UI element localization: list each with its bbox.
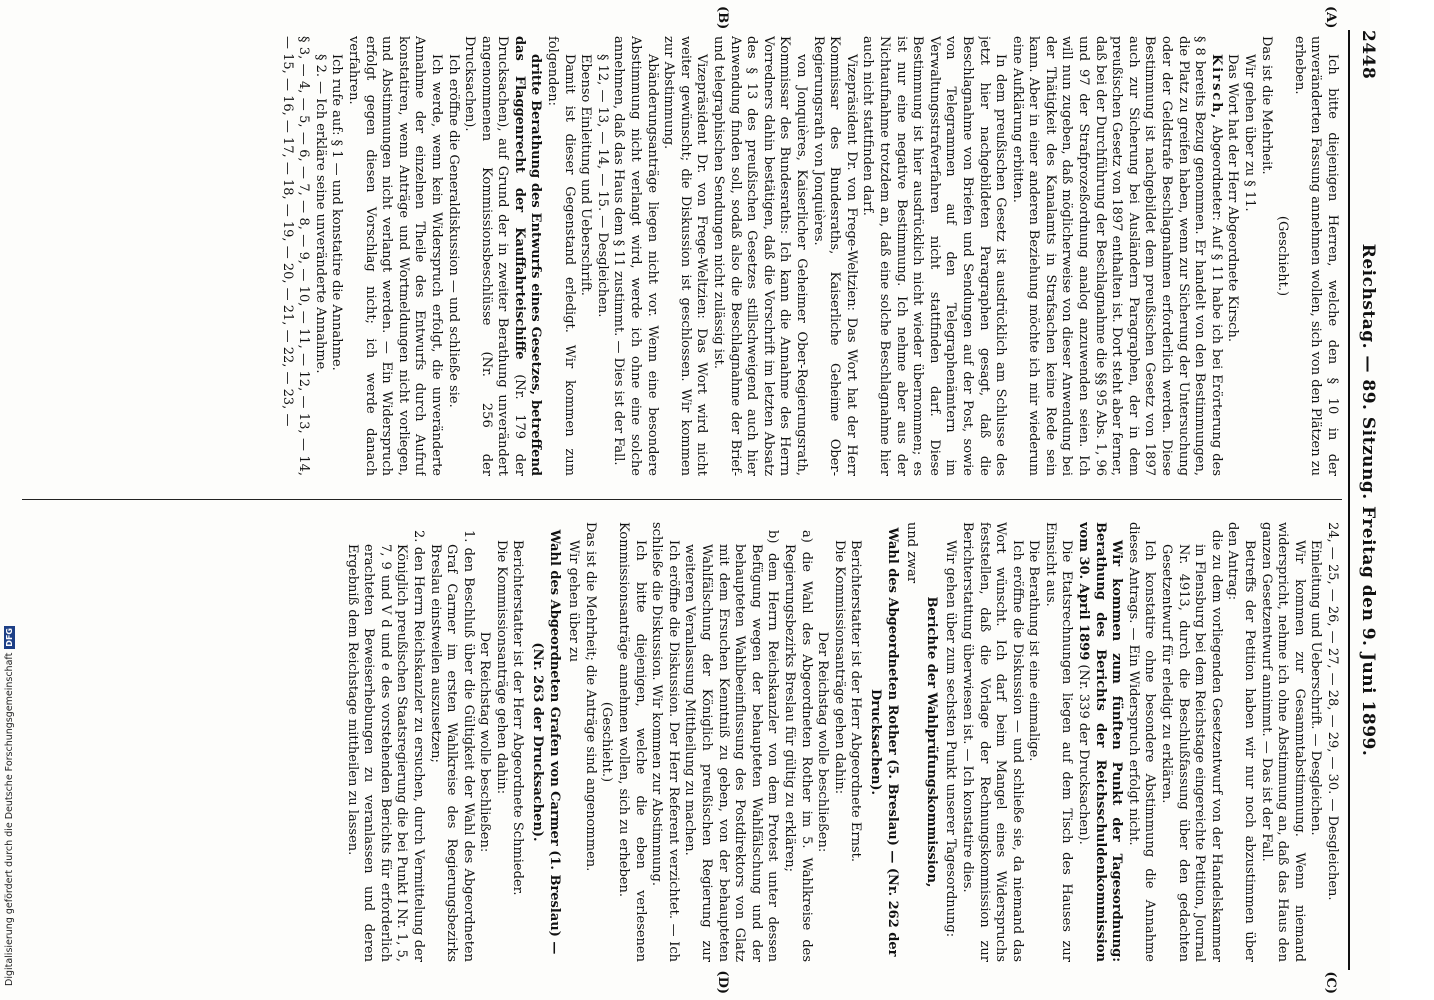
paragraph: Vizepräsident Dr. von Frege-Weltzien: Das Wort wird nicht weiter gewünscht; die Diskussion ist geschlossen. Wir kommen zur Abstimmung. xyxy=(661,36,710,476)
motion-item: 1. den Beschluß über die Gültigkeit der Wahl des Abgeordneten Graf Carmer im ersten Wahlkreise des Regierungsbezirks Breslau einstweilen auszusetzen; xyxy=(427,530,476,962)
paragraph: Wir gehen über zu xyxy=(566,540,582,663)
paragraph: Die Kommissionsanträge gehen dahin: xyxy=(493,540,509,795)
agenda-title: Wir kommen zum fünften Punkt der Tagesordnung: Berathung des Berichts der Reichsschuldenkommission vom 30. April 1899 xyxy=(1076,522,1125,962)
running-head: Reichstag. — 89. Sitzung. Freitag den 9. Juni 1899. xyxy=(1358,243,1378,757)
funding-text: Digitalisierung gefördert durch die Deutsche Forschungsgemeinschaft xyxy=(3,652,15,986)
motion-item: a) die Wahl des Abgeordneten Rother im 5. Wahlkreise des Regierungsbezirks Breslau für gültig zu erklären; xyxy=(782,530,814,962)
paragraph: Damit ist dieser Gegenstand erledigt. Wir kommen zum folgenden: xyxy=(545,36,577,476)
paragraph: Abänderungsanträge liegen nicht vor. Wenn eine besondere Abstimmung nicht verlangt wird, werde ich ohne eine solche annehmen, daß das Haus dem § 11 zustimmt. — Dies ist der Fall. xyxy=(611,36,660,476)
paragraph: Wir kommen zur Gesammtabstimmung. Wenn niemand widerspricht, nehme ich ohne Abstimmung an, daß das Haus den ganzen Gesetzentwurf annimmt. — Das ist der Fall. xyxy=(1258,522,1307,962)
funding-notice xyxy=(2,610,16,986)
paragraph: Ich bitte diejenigen Herren, welche den § 10 in der unveränderten Fassung annehmen wollen, sich von den Plätzen zu erheben. xyxy=(1291,36,1340,476)
paragraph: Das Wort hat der Herr Abgeordnete Kirsch. xyxy=(1225,54,1241,343)
paragraph: Ich rufe auf: § 1 — und konstatire die Annahme. xyxy=(329,54,345,371)
margin-marker-c: (C) xyxy=(1323,971,1338,994)
stage-direction: (Geschieht.) xyxy=(1275,215,1291,297)
dfg-logo: DFG xyxy=(4,628,14,647)
paragraph: In dem preußischen Gesetz ist ausdrücklich am Schlusse des jetzt hier nachgebildeten Paragraphen gesagt, daß die Beschlagnahme von Briefen und Sendungen auf der Post, sowie von Telegrammen auf den Telegraphenämtern im Verwaltungsstrafverfahren nicht stattfinden darf. Diese Bestimmung ist hier ausdrücklich nicht wieder übernommen; es ist nur eine negative Bestimmung. Ich nehme aber aus der Nichtaufnahme trotzdem an, daß eine solche Beschlagnahme hier auch nicht stattfinden darf. xyxy=(860,36,1009,476)
paragraph: Das ist die Mehrheit; die Anträge sind angenommen. xyxy=(582,522,598,872)
paragraph: Berichterstatter ist der Herr Abgeordnete Ernst. xyxy=(848,540,864,862)
right-column xyxy=(22,522,1340,962)
paragraph: Einleitung und Ueberschrift. — Desgleichen. xyxy=(1308,540,1324,836)
paragraph: § 12, — 13, — 14, — 15. — Desgleichen. xyxy=(594,54,610,318)
paragraph: Der Reichstag wolle beschließen: xyxy=(815,631,831,853)
paragraph: Berichterstatter ist der Herr Abgeordnete Schmieder. xyxy=(510,540,526,896)
column-rule xyxy=(22,499,1342,500)
paragraph: Wir gehen über zu § 11. xyxy=(1242,54,1258,212)
subsection-heading: Wahl des Abgeordneten Grafen von Carmer (1. Breslau) — (Nr. 263 der Drucksachen). xyxy=(530,529,562,955)
paragraph: Ich eröffne die Diskussion — und schließe sie, da niemand das Wort wünscht. Ich darf beim Mangel eines Widerspruchs feststellen, daß die Vorlage der Rechnungskommission zur Berichterstattung überwiesen ist. — Ich konstatire dies. xyxy=(959,522,1025,962)
margin-marker-b: (B) xyxy=(715,6,730,30)
speech xyxy=(1008,36,1224,476)
agenda-detail: (Nr. 339 der Drucksachen). xyxy=(1076,664,1092,845)
margin-marker-d: (D) xyxy=(715,970,730,994)
paragraph: und zwar xyxy=(904,522,920,584)
speaker-name: Kirsch, xyxy=(1208,54,1224,121)
paragraph: Ich eröffne die Generaldiskussion — und schließe sie. xyxy=(445,54,461,408)
motion-item: 2. den Herrn Reichskanzler zu ersuchen, durch Vermittelung der Königlich preußischen Staatsregierung die bei Punkt I Nr. 1, 5, 7, 9 und V d und e des vorstehenden Berichts für erforderlich erachteten Beweiserhebungen zu veranlassen und deren Ergebniß dem Reichstage mittheilen zu lassen. xyxy=(344,530,426,962)
paragraph: Ich konstatire ohne besondere Abstimmung die Annahme dieses Antrags. — Ein Widerspruch erfolgt nicht. xyxy=(1125,522,1158,962)
left-column xyxy=(22,36,1340,476)
paragraph: § 2. — Ich erkläre seine unveränderte Annahme. xyxy=(312,54,328,374)
paragraph: Betreffs der Petition haben wir nur noch abzustimmen über den Antrag: xyxy=(1225,522,1258,962)
paragraph: Ich werde, wenn kein Widerspruch erfolgt, die unveränderte Annahme der einzelnen Theile des Entwurfs durch Aufruf konstatiren, wenn Anträge und Wortmeldungen nicht vorliegen, und Abstimmungen nicht verlangt werden. — Ein Widerspruch erfolgt gegen diesen Vorschlag nicht; ich werde danach verfahren. xyxy=(345,36,444,476)
agenda-item xyxy=(1075,522,1125,962)
stage-direction: (Geschieht.) xyxy=(599,701,615,783)
paragraph: Vizepräsident Dr. von Frege-Weltzien: Das Wort hat der Herr Kommissar des Bundesraths, Kaiserliche Geheime Ober-Regierungsrath von Jonquières. xyxy=(810,36,859,476)
paragraph: von Jonquières, Kaiserlicher Geheimer Ober-Regierungsrath, Kommissar des Bundesraths: Ich kann die Annahme des Herrn Vorredners dahin bestätigen, daß die Vorschrift im letzten Absatz des § 13 des preußischen Gesetzes stillschweigend auch hier Anwendung finden soll, sodaß also die Beschlagnahme der Brief- und telegraphischen Sendungen nicht zulässig ist. xyxy=(711,36,809,476)
paragraph: § 3, — 4, — 5, — 6, — 7, — 8, — 9, — 10, — 11, — 12, — 13, — 14, — 15, — 16, — 17, — 18, — 19, — 20, — 21, — 22, — 23, — xyxy=(279,36,312,476)
page-number: 2448 xyxy=(1358,30,1378,80)
paragraph: Die Kommissionsanträge gehen dahin: xyxy=(831,540,847,795)
margin-marker-a: (A) xyxy=(1323,6,1338,29)
section-heading: Berichte der Wahlprüfungskommission, xyxy=(923,596,939,888)
paragraph: Ich bitte diejenigen, welche die eben verlesenen Kommissionsanträge annehmen wollen, sich zu erheben. xyxy=(616,522,648,962)
paragraph: Ebenso Einleitung und Ueberschrift. xyxy=(578,54,594,296)
paragraph: Das ist die Mehrheit. xyxy=(1258,36,1274,175)
agenda-item xyxy=(461,36,544,476)
paragraph: Ich eröffne die Diskussion. Der Herr Referent verzichtet. — Ich schließe die Diskussion. Wir kommen zur Abstimmung. xyxy=(649,522,681,962)
paragraph: Die Etatsrechnungen liegen auf dem Tisch des Hauses zur Einsicht aus. xyxy=(1042,522,1075,962)
speech-text: Abgeordneter: Auf § 11 habe ich bei Erörterung des § 8 bereits Bezug genommen. Er handelt von den Bestimmungen, die Platz zu greifen haben, wenn zur Sicherung der Untersuchung oder der Geldstrafe Beschlagnahmen erforderlich werden. Diese Bestimmung ist nachgebildet dem preußischen Gesetz von 1897 auch zur Sicherung bei Ausländern Paragraphen, der in dem preußischen Gesetz von 1897 enthalten ist. Dort steht aber ferner, daß bei der Durchführung der Beschlagnahme die §§ 95 Abs. 1, 96 und 97 der Strafprozeßordnung analog anzuwenden seien. Ich will nun zugeben, daß möglicherweise von dieser Anwendung bei der Thätigkeit des Kanalamts in Strafsachen keine Rede sein kann. Aber in einer anderen Beziehung möchte ich mir wiederum eine Aufklärung erbitten. xyxy=(1009,36,1224,476)
paragraph: Der Reichstag wolle beschließen: xyxy=(477,631,493,853)
subsection-heading: Wahl des Abgeordneten Rother (5. Breslau) — (Nr. 262 der Drucksachen). xyxy=(867,527,900,957)
header-rule xyxy=(1348,30,1350,970)
paragraph: 24, — 25, — 26, — 27, — 28, — 29, — 30. — Desgleichen. xyxy=(1325,522,1340,901)
page-header xyxy=(1354,30,1378,970)
agenda-title: dritte Berathung des Entwurfs eines Gesetzes, betreffend das Flaggenrecht der Kauffahrteischiffe xyxy=(511,36,544,476)
paragraph: Die Berathung ist eine einmalige. xyxy=(1026,540,1042,762)
motion-item: b) dem Herrn Reichskanzler von dem Protest unter dessen Befügung wegen der behaupteten Wahlfälschung und der behaupteten Wahlbeeinflussung des Postdirektors von Glatz mit dem Ersuchen Kenntniß zu geben, von der behaupteten Wahlfälschung der Königlich preußischen Regierung zur weiteren Veranlassung Mittheilung zu machen. xyxy=(682,530,781,962)
agenda-detail: (Nr. 179 der Drucksachen), auf Grund der in zweiter Berathung unverändert angenommenen Kommissionsbeschlüsse (Nr. 256 der Drucksachen). xyxy=(462,36,527,476)
paragraph: Wir gehen über zum sechsten Punkt unserer Tagesordnung: xyxy=(943,540,959,938)
motion-text: die zu dem vorliegenden Gesetzentwurf von der Handelskammer in Flensburg bei dem Reichstage eingereichte Petition, Journal Nr. 4913, durch die Beschlußfassung über den gedachten Gesetzentwurf für erledigt zu erklären. xyxy=(1159,530,1224,962)
